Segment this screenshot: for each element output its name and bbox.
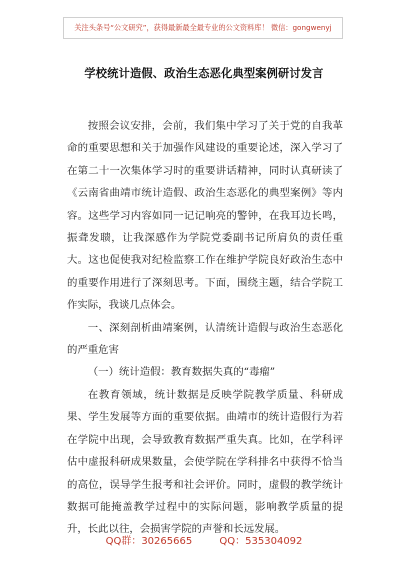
- document-body: [67, 115, 343, 541]
- subsection-heading: （一）统计造假：教育数据失真的“毒瘤”: [87, 366, 276, 379]
- header-notice: 关注头条号“公文研究”，获得最新最全最专业的公文资料库！ 微信：gongwenyj: [74, 23, 332, 32]
- header-notice-box: [63, 17, 343, 39]
- footer-contacts: [0, 532, 408, 547]
- section-heading: 一、深刻剖析曲靖案例，认清统计造假与政治生态恶化的严重危害: [67, 321, 343, 357]
- footer-qq: QQ：535304092: [219, 536, 303, 547]
- body-paragraph: 在教育领域，统计数据是反映学院教学质量、科研成果、学生发展等方面的重要依据。曲靖市的统计造假行为若在学院中出现，会导致教育数据严重失真。比如，在学科评估中虚报科研成果数量，会使学院在学科排名中获得不恰当的高位，误导学生报考和社会评价。同时，虚假的教学统计数据可能掩盖教学过程中的实际问题，影响教学质量的提升，长此以往，会损害学院的声誉和长远发展。: [67, 388, 343, 536]
- intro-paragraph: 按照会议安排，会前，我们集中学习了关于党的自我革命的重要思想和关于加强作风建设的重要论述，深入学习了在第二十一次集体学习时的重要讲话精神，同时认真研读了《云南省曲靖市统计造假、政治生态恶化的典型案例》等内容。这些学习内容如同一记记响亮的警钟，在我耳边长鸣，振聋发聩，让我深感作为学院党委副书记所肩负的责任重大。这也促使我对纪检监察工作在维护学院良好政治生态中的重要作用进行了深刻思考。下面，围绕主题，结合学院工作实际，我谈几点体会。: [67, 120, 343, 312]
- footer-qq-group: QQ群：30265665: [105, 536, 193, 547]
- document-title: 学校统计造假、政治生态恶化典型案例研讨发言: [84, 67, 324, 80]
